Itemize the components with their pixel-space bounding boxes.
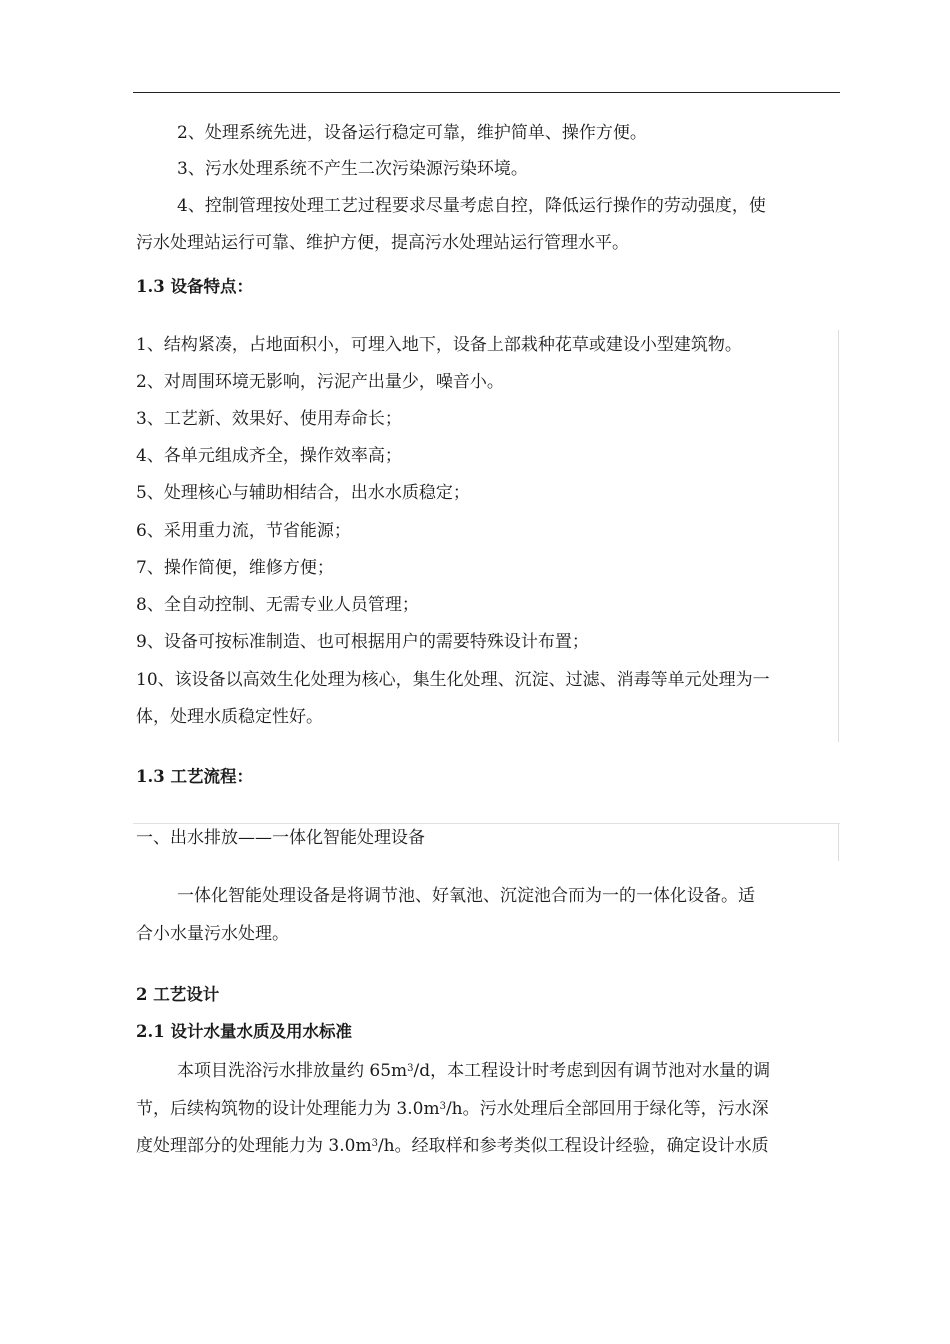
- feature-item: 2、对周围环境无影响，污泥产出量少，噪音小。: [136, 372, 504, 392]
- design-para-line3: 度处理部分的处理能力为 $3.0m^3/h$。经取样和参考类似工程设计经验，确定设计水质: [136, 1136, 769, 1156]
- feature-item: 4、各单元组成齐全，操作效率高；: [136, 446, 402, 466]
- design-para-line1: 本项目洗浴污水排放量约 $65m^3/d$，本工程设计时考虑到因有调节池对水量的调: [177, 1061, 771, 1081]
- design-para-line2: 节，后续构筑物的设计处理能力为 $3.0m^3/h$。污水处理后全部回用于绿化等，污水深: [136, 1099, 769, 1119]
- feature-item: 10、该设备以高效生化处理为核心，集生化处理、沉淀、过滤、消毒等单元处理为一: [136, 670, 770, 690]
- process-desc-line1: 一体化智能处理设备是将调节池、好氧池、沉淀池合而为一的一体化设备。适: [177, 886, 755, 906]
- design-subheading: 2.1 设计水量水质及用水标准: [136, 1022, 352, 1041]
- process-desc-line2: 合小水量污水处理。: [136, 924, 289, 944]
- features-heading: 1.3 设备特点：: [136, 277, 253, 296]
- feature-item: 6、采用重力流，节省能源；: [136, 521, 351, 541]
- features-box-border: [838, 330, 839, 742]
- header-rule: [133, 92, 840, 93]
- intro-item-4-line2: 污水处理站运行可靠、维护方便，提高污水处理站运行管理水平。: [136, 233, 629, 253]
- design-heading: 2 工艺设计: [136, 985, 220, 1004]
- intro-item-3: 3、污水处理系统不产生二次污染源污染环境。: [177, 159, 528, 179]
- feature-item: 3、工艺新、效果好、使用寿命长；: [136, 409, 402, 429]
- feature-item: 5、处理核心与辅助相结合，出水水质稳定；: [136, 483, 470, 503]
- process-flow: 一、出水排放——一体化智能处理设备: [136, 828, 425, 848]
- feature-item: 体，处理水质稳定性好。: [136, 707, 323, 727]
- feature-item: 7、操作简便，维修方便；: [136, 558, 334, 578]
- flow-box-top-border: [133, 823, 840, 824]
- intro-item-4-line1: 4、控制管理按处理工艺过程要求尽量考虑自控，降低运行操作的劳动强度，使: [177, 196, 766, 216]
- intro-item-2: 2、处理系统先进，设备运行稳定可靠，维护简单、操作方便。: [177, 123, 647, 143]
- process-heading: 1.3 工艺流程：: [136, 767, 253, 786]
- flow-box-right-border: [838, 823, 839, 861]
- feature-item: 1、结构紧凑，占地面积小，可埋入地下，设备上部栽种花草或建设小型建筑物。: [136, 335, 742, 355]
- feature-item: 9、设备可按标准制造、也可根据用户的需要特殊设计布置；: [136, 632, 589, 652]
- feature-item: 8、全自动控制、无需专业人员管理；: [136, 595, 419, 615]
